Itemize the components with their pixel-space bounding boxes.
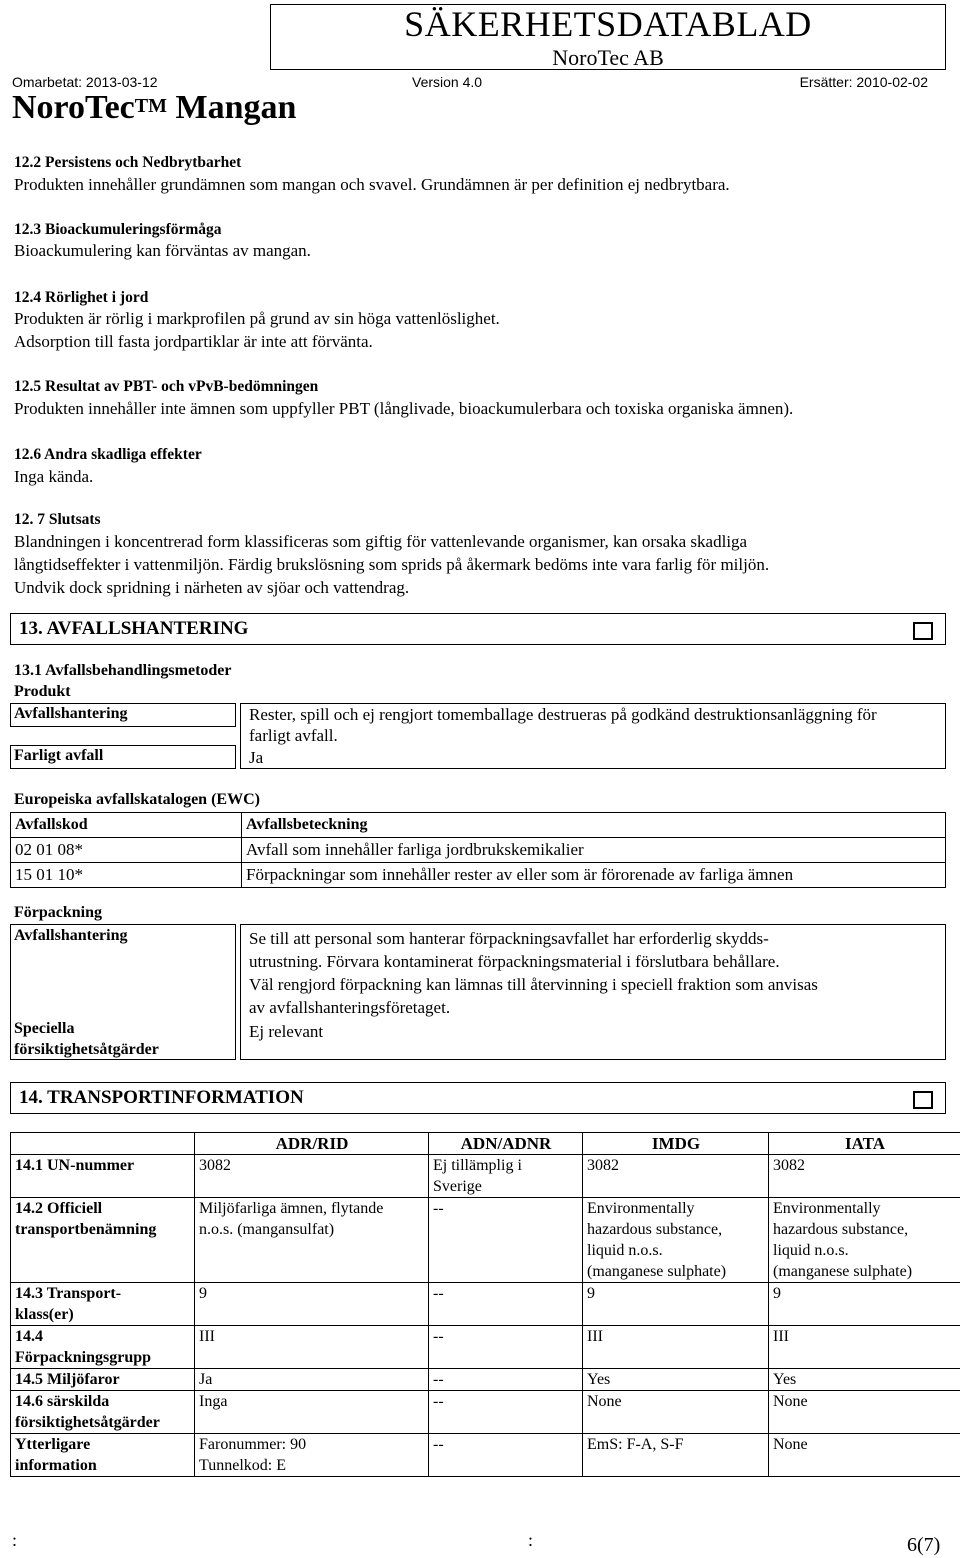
ewc-table bbox=[10, 812, 946, 888]
farligt-avfall-value: Ja bbox=[249, 748, 264, 767]
s13-1-heading: 13.1 Avfallsbehandlingsmetoder bbox=[14, 662, 232, 679]
row-label-line: information bbox=[15, 1457, 97, 1474]
cell-line: -- bbox=[433, 1436, 444, 1453]
row-label-line: 14.5 Miljöfaror bbox=[15, 1371, 120, 1388]
s12-4-text-2: Adsorption till fasta jordpartiklar är inte att förvänta. bbox=[14, 332, 373, 351]
row-label-line: klass(er) bbox=[15, 1306, 74, 1323]
transport-cell bbox=[583, 1326, 769, 1369]
transport-cell bbox=[583, 1434, 769, 1477]
cell-line: -- bbox=[433, 1393, 444, 1410]
transport-row-label bbox=[11, 1198, 195, 1283]
row-label-line: Ytterligare bbox=[15, 1436, 91, 1453]
row-label-line: 14.6 särskilda bbox=[15, 1393, 110, 1410]
cell-line: III bbox=[587, 1328, 603, 1345]
transport-cell bbox=[429, 1434, 583, 1477]
forpackning-values-box bbox=[240, 924, 946, 1060]
cell-line: III bbox=[199, 1328, 215, 1345]
cell-line: hazardous substance, bbox=[773, 1221, 909, 1238]
transport-table bbox=[10, 1132, 960, 1477]
s12-2-text: Produkten innehåller grundämnen som mangan och svavel. Grundämnen är per definition ej nedbrytbara. bbox=[14, 175, 730, 194]
transport-cell bbox=[583, 1283, 769, 1326]
version-label: Version 4.0 bbox=[412, 74, 483, 90]
ewc-description: Avfall som innehåller farliga jordbrukskemikalier bbox=[242, 838, 946, 863]
cell-line: None bbox=[587, 1393, 622, 1410]
transport-cell bbox=[429, 1369, 583, 1391]
table-header-row bbox=[11, 1133, 960, 1155]
trademark-mark: TM bbox=[134, 95, 167, 117]
table-row bbox=[11, 1326, 960, 1369]
transport-cell bbox=[429, 1326, 583, 1369]
cell-line: 9 bbox=[773, 1285, 781, 1302]
transport-cell bbox=[769, 1155, 960, 1198]
transport-cell bbox=[195, 1283, 429, 1326]
s12-6-text: Inga kända. bbox=[14, 467, 94, 486]
transport-header-adr: ADR/RID bbox=[195, 1133, 429, 1155]
transport-cell bbox=[429, 1391, 583, 1434]
replaces-date: Ersätter: 2010-02-02 bbox=[799, 74, 928, 90]
row-label-line: 14.2 Officiell bbox=[15, 1200, 103, 1217]
forpackning-label: Förpackning bbox=[14, 904, 103, 921]
ewc-description: Förpackningar som innehåller rester av eller som är förorenade av farliga ämnen bbox=[242, 863, 946, 888]
transport-cell bbox=[769, 1283, 960, 1326]
revised-date: Omarbetat: 2013-03-12 bbox=[12, 74, 158, 90]
cell-line: Faronummer: 90 bbox=[199, 1436, 307, 1453]
cell-line: Yes bbox=[587, 1371, 611, 1388]
transport-cell bbox=[195, 1326, 429, 1369]
table-row bbox=[11, 1434, 960, 1477]
cell-line: Ja bbox=[199, 1371, 213, 1388]
page-number: 6(7) bbox=[907, 1534, 941, 1556]
row-label-line: 14.3 Transport- bbox=[15, 1285, 122, 1302]
s12-3-text: Bioackumulering kan förväntas av mangan. bbox=[14, 241, 311, 260]
speciella-label-2: försiktighetsåtgärder bbox=[14, 1041, 159, 1058]
avfallshantering-text-1: Rester, spill och ej rengjort tomemballage destrueras på godkänd destruktionsanläggning för bbox=[249, 705, 877, 724]
section-14-title: 14. TRANSPORTINFORMATION bbox=[19, 1087, 304, 1108]
s12-5-heading: 12.5 Resultat av PBT- och vPvB-bedömningen bbox=[14, 378, 319, 395]
company-name: NoroTec AB bbox=[552, 45, 664, 70]
footer-colon-left: : bbox=[12, 1530, 18, 1550]
cell-line: 9 bbox=[587, 1285, 595, 1302]
s12-5-text: Produkten innehåller inte ämnen som uppfyller PBT (långlivade, bioackumulerbara och toxiska organiska ämnen). bbox=[14, 399, 794, 418]
transport-cell bbox=[195, 1369, 429, 1391]
s12-7-text-2: långtidseffekter i vattenmiljön. Färdig brukslösning som sprids på åkermark bedöms inte vara farlig för miljön. bbox=[14, 555, 770, 574]
avfallshantering-text-2: farligt avfall. bbox=[249, 726, 338, 745]
transport-row-label bbox=[11, 1391, 195, 1434]
product-name: NoroTec™ Mangan bbox=[12, 89, 297, 126]
transport-cell bbox=[195, 1434, 429, 1477]
s12-4-text-1: Produkten är rörlig i markprofilen på grund av sin höga vattenlöslighet. bbox=[14, 309, 500, 328]
transport-cell bbox=[583, 1369, 769, 1391]
ewc-header-code: Avfallskod bbox=[11, 813, 242, 838]
s12-7-text-3: Undvik dock spridning i närheten av sjöar och vattendrag. bbox=[14, 578, 410, 597]
cell-line: EmS: F-A, S-F bbox=[587, 1436, 684, 1453]
cell-line: Sverige bbox=[433, 1178, 482, 1195]
transport-cell bbox=[429, 1198, 583, 1283]
checkbox-icon[interactable] bbox=[913, 1091, 933, 1109]
cell-line: III bbox=[773, 1328, 789, 1345]
transport-cell bbox=[195, 1198, 429, 1283]
transport-header-empty bbox=[11, 1133, 195, 1155]
table-row bbox=[11, 838, 946, 863]
s12-6-heading: 12.6 Andra skadliga effekter bbox=[14, 446, 202, 463]
table-row bbox=[11, 863, 946, 888]
transport-cell bbox=[769, 1326, 960, 1369]
avfallshantering-value-box bbox=[240, 703, 946, 769]
avfallshantering-label: Avfallshantering bbox=[14, 705, 128, 722]
transport-cell bbox=[195, 1391, 429, 1434]
farligt-avfall-label-box bbox=[10, 745, 236, 769]
table-row bbox=[11, 1155, 960, 1198]
cell-line: None bbox=[773, 1393, 808, 1410]
row-label-line: Förpackningsgrupp bbox=[15, 1349, 152, 1366]
footer-colon-mid: : bbox=[528, 1530, 534, 1550]
section-13-band bbox=[10, 613, 946, 645]
speciella-value: Ej relevant bbox=[249, 1022, 324, 1041]
row-label-line: 14.4 bbox=[15, 1328, 43, 1345]
cell-line: Ej tillämplig i bbox=[433, 1157, 522, 1174]
section-14-band bbox=[10, 1082, 946, 1114]
transport-cell bbox=[429, 1283, 583, 1326]
cell-line: -- bbox=[433, 1328, 444, 1345]
ewc-code: 15 01 10* bbox=[11, 863, 242, 888]
transport-cell bbox=[769, 1391, 960, 1434]
farligt-avfall-label: Farligt avfall bbox=[14, 747, 104, 764]
table-row bbox=[11, 1391, 960, 1434]
transport-cell bbox=[583, 1198, 769, 1283]
forp-text-1: Se till att personal som hanterar förpackningsavfallet har erforderlig skydds- bbox=[249, 929, 769, 948]
cell-line: 3082 bbox=[587, 1157, 619, 1174]
document-title: SÄKERHETSDATABLAD bbox=[404, 4, 812, 44]
s12-3-heading: 12.3 Bioackumuleringsförmåga bbox=[14, 221, 222, 238]
forp-text-4: av avfallshanteringsföretaget. bbox=[249, 998, 451, 1017]
transport-header-imdg: IMDG bbox=[583, 1133, 769, 1155]
transport-cell bbox=[583, 1391, 769, 1434]
section-13-title: 13. AVFALLSHANTERING bbox=[19, 618, 249, 639]
transport-cell bbox=[195, 1155, 429, 1198]
forp-text-3: Väl rengjord förpackning kan lämnas till återvinning i speciell fraktion som anvisas bbox=[249, 975, 818, 994]
ewc-heading: Europeiska avfallskatalogen (EWC) bbox=[14, 791, 260, 808]
transport-cell bbox=[769, 1369, 960, 1391]
row-label-line: försiktighetsåtgärder bbox=[15, 1414, 160, 1431]
table-row bbox=[11, 1283, 960, 1326]
transport-table-body bbox=[11, 1155, 960, 1477]
cell-line: None bbox=[773, 1436, 808, 1453]
transport-row-label bbox=[11, 1155, 195, 1198]
cell-line: Environmentally bbox=[587, 1200, 695, 1217]
transport-row-label bbox=[11, 1326, 195, 1369]
forp-text-2: utrustning. Förvara kontaminerat förpackningsmaterial i förslutbara behållare. bbox=[249, 952, 780, 971]
cell-line: -- bbox=[433, 1285, 444, 1302]
forp-avfallshantering-label: Avfallshantering bbox=[14, 927, 128, 944]
ewc-header-description: Avfallsbeteckning bbox=[242, 813, 946, 838]
transport-row-label bbox=[11, 1369, 195, 1391]
cell-line: n.o.s. (mangansulfat) bbox=[199, 1221, 335, 1238]
cell-line: Environmentally bbox=[773, 1200, 881, 1217]
table-row bbox=[11, 1198, 960, 1283]
cell-line: 3082 bbox=[773, 1157, 805, 1174]
cell-line: -- bbox=[433, 1200, 444, 1217]
cell-line: 9 bbox=[199, 1285, 207, 1302]
transport-cell bbox=[769, 1198, 960, 1283]
transport-row-label bbox=[11, 1283, 195, 1326]
table-row bbox=[11, 1369, 960, 1391]
cell-line: Tunnelkod: E bbox=[199, 1457, 286, 1474]
cell-line: (manganese sulphate) bbox=[587, 1263, 727, 1280]
row-label-line: 14.1 UN-nummer bbox=[15, 1157, 135, 1174]
cell-line: Miljöfarliga ämnen, flytande bbox=[199, 1200, 384, 1217]
cell-line: -- bbox=[433, 1371, 444, 1388]
s12-2-heading: 12.2 Persistens och Nedbrytbarhet bbox=[14, 154, 242, 171]
speciella-label-1: Speciella bbox=[14, 1020, 75, 1037]
transport-row-label bbox=[11, 1434, 195, 1477]
ewc-code: 02 01 08* bbox=[11, 838, 242, 863]
row-label-line: transportbenämning bbox=[15, 1221, 157, 1238]
cell-line: hazardous substance, bbox=[587, 1221, 723, 1238]
transport-cell bbox=[583, 1155, 769, 1198]
transport-cell bbox=[769, 1434, 960, 1477]
cell-line: liquid n.o.s. bbox=[587, 1242, 663, 1259]
transport-cell bbox=[429, 1155, 583, 1198]
s12-7-heading: 12. 7 Slutsats bbox=[14, 511, 101, 528]
produkt-label: Produkt bbox=[14, 683, 71, 700]
cell-line: Yes bbox=[773, 1371, 797, 1388]
s12-4-heading: 12.4 Rörlighet i jord bbox=[14, 289, 149, 306]
s12-7-text-1: Blandningen i koncentrerad form klassificeras som giftig för vattenlevande organismer, kan orsaka skadliga bbox=[14, 532, 748, 551]
cell-line: liquid n.o.s. bbox=[773, 1242, 849, 1259]
avfallshantering-label-box bbox=[10, 703, 236, 727]
cell-line: (manganese sulphate) bbox=[773, 1263, 913, 1280]
cell-line: Inga bbox=[199, 1393, 228, 1410]
forpackning-labels-box bbox=[10, 924, 236, 1060]
cell-line: 3082 bbox=[199, 1157, 231, 1174]
checkbox-icon[interactable] bbox=[913, 622, 933, 640]
transport-header-iata: IATA bbox=[769, 1133, 960, 1155]
table-header-row bbox=[11, 813, 946, 838]
transport-header-adn: ADN/ADNR bbox=[429, 1133, 583, 1155]
